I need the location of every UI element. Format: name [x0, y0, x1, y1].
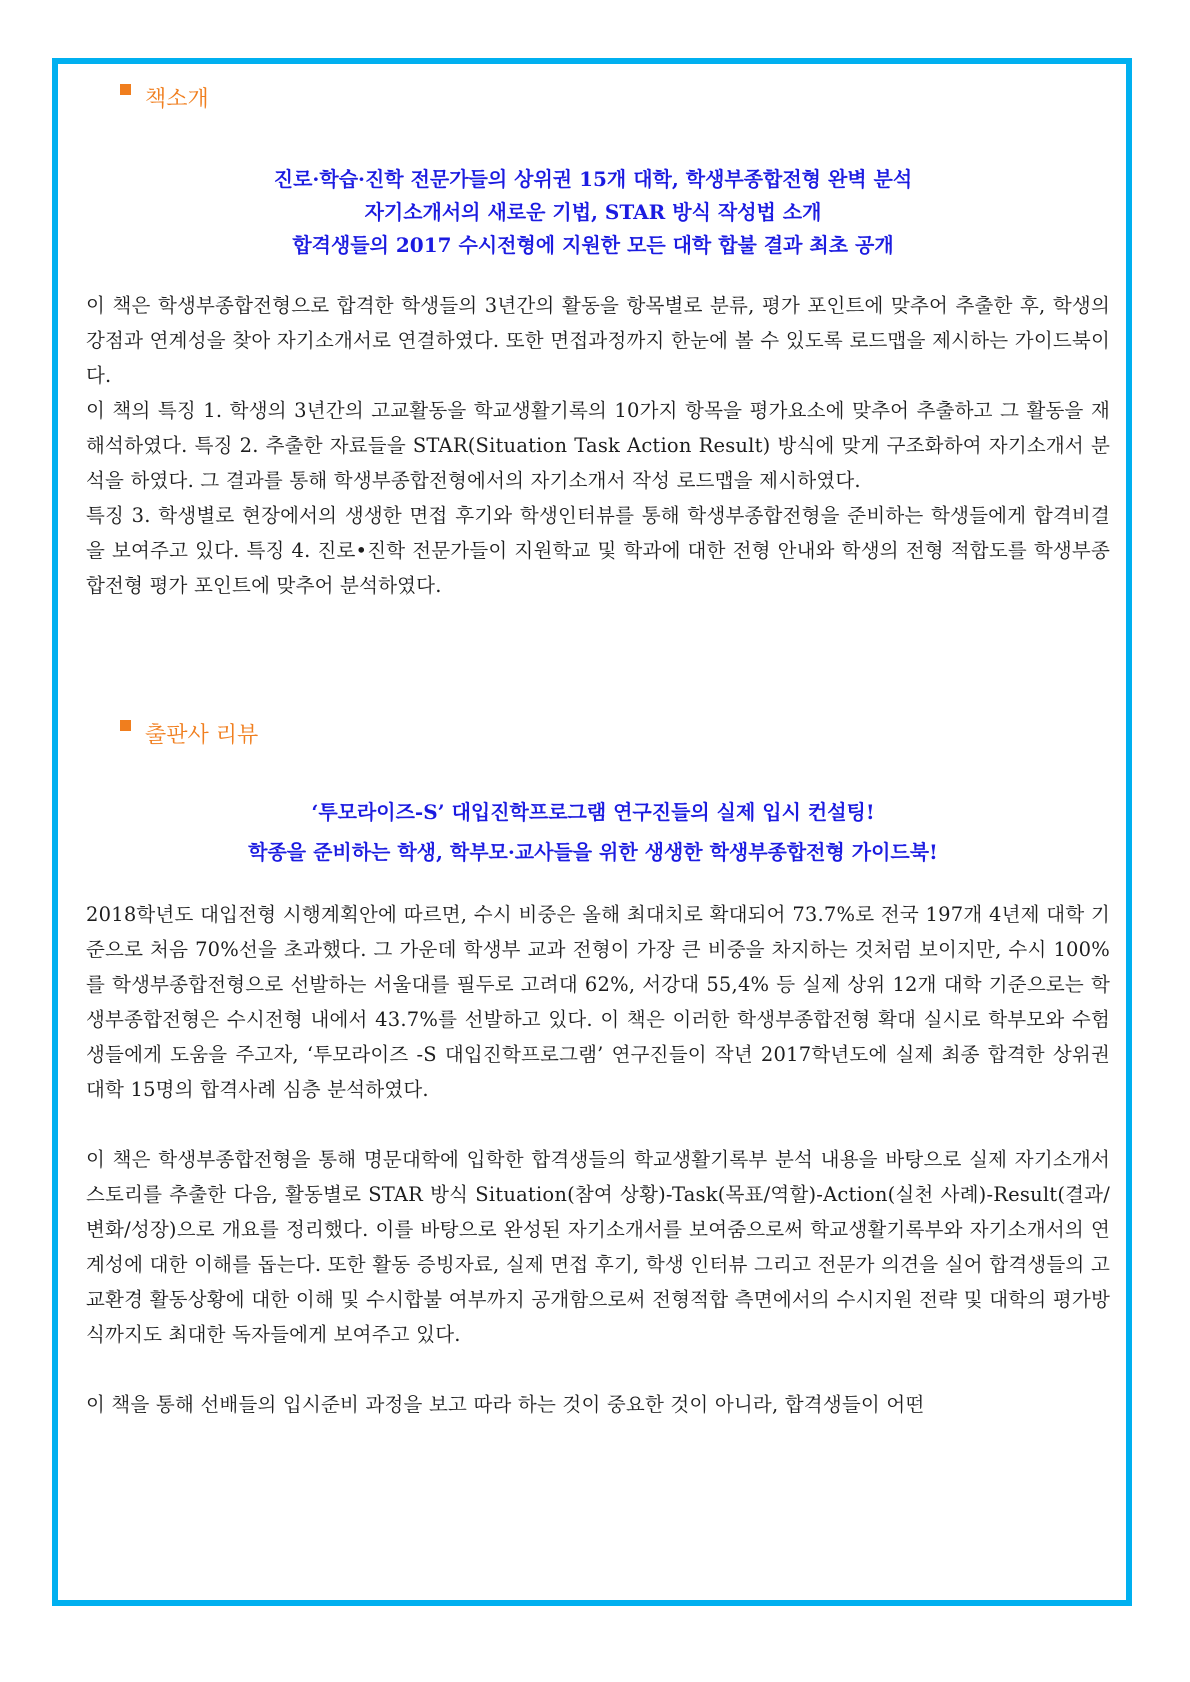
section-heading-book-intro	[120, 82, 209, 113]
paragraph: 이 책은 학생부종합전형을 통해 명문대학에 입학한 합격생들의 학교생활기록부 분석 내용을 바탕으로 실제 자기소개서 스토리를 추출한 다음, 활동별로 STAR 방식 Situation(참여 상황)-Task(목표/역할)-Action(실천 사례)-Result(결과/변화/성장)으로 개요를 정리했다. 이를 바탕으로 완성된 자기소개서를 보여줌으로써 학교생활기록부와 자기소개서의 연계성에 대한 이해를 돕는다. 또한 활동 증빙자료, 실제 면접 후기, 학생 인터뷰 그리고 전문가 의견을 실어 합격생들의 고교환경 활동상황에 대한 이해 및 수시합불 여부까지 공개함으로써 전형적합 측면에서의 수시지원 전략 및 대학의 평가방식까지도 최대한 독자들에게 보여주고 있다.	[86, 1148, 1110, 1346]
review-body	[86, 897, 1110, 1422]
headline: 자기소개서의 새로운 기법, STAR 방식 작성법 소개	[364, 200, 822, 224]
paragraph: 이 책을 통해 선배들의 입시준비 과정을 보고 따라 하는 것이 중요한 것이 아니라, 합격생들이 어떤	[86, 1393, 925, 1416]
paragraph: 이 책은 학생부종합전형으로 합격한 학생들의 3년간의 활동을 항목별로 분류, 평가 포인트에 맞추어 추출한 후, 학생의 강점과 연계성을 찾아 자기소개서로 연결하였다. 또한 면접과정까지 한눈에 볼 수 있도록 로드맵을 제시하는 가이드북이다.	[86, 294, 1110, 387]
headline: 진로·학습·진학 전문가들의 상위권 15개 대학, 학생부종합전형 완벽 분석	[273, 167, 913, 191]
paragraph: 특징 3. 학생별로 현장에서의 생생한 면접 후기와 학생인터뷰를 통해 학생부종합전형을 준비하는 학생들에게 합격비결을 보여주고 있다. 특징 4. 진로•진학 전문가들이 지원학교 및 학과에 대한 전형 안내와 학생의 전형 적합도를 학생부종합전형 평가 포인트에 맞추어 분석하였다.	[86, 504, 1110, 597]
section-title: 출판사 리뷰	[145, 723, 259, 748]
paragraph: 2018학년도 대입전형 시행계획안에 따르면, 수시 비중은 올해 최대치로 확대되어 73.7%로 전국 197개 4년제 대학 기준으로 처음 70%선을 초과했다. 그 가운데 학생부 교과 전형이 가장 큰 비중을 차지하는 것처럼 보이지만, 수시 100%를 학생부종합전형으로 선발하는 서울대를 필두로 고려대 62%, 서강대 55,4% 등 실제 상위 12개 대학 기준으로는 학생부종합전형은 수시전형 내에서 43.7%를 선발하고 있다. 이 책은 이러한 학생부종합전형 확대 실시로 학부모와 수험생들에게 도움을 주고자, ‘투모라이즈 -S 대입진학프로그램’ 연구진들이 작년 2017학년도에 실제 최종 합격한 상위권 대학 15명의 합격사례 심층 분석하였다.	[86, 903, 1110, 1101]
paragraph: 이 책의 특징 1. 학생의 3년간의 고교활동을 학교생활기록의 10가지 항목을 평가요소에 맞추어 추출하고 그 활동을 재해석하였다. 특징 2. 추출한 자료들을 STAR(Situation Task Action Result) 방식에 맞게 구조화하여 자기소개서 분석을 하였다. 그 결과를 통해 학생부종합전형에서의 자기소개서 작성 로드맵을 제시하였다.	[86, 399, 1110, 492]
headline: 합격생들의 2017 수시전형에 지원한 모든 대학 합불 결과 최초 공개	[292, 233, 894, 257]
section-title: 책소개	[145, 87, 209, 112]
headline: 학종을 준비하는 학생, 학부모·교사들을 위한 생생한 학생부종합전형 가이드북!	[248, 840, 938, 864]
headline: ‘투모라이즈-S’ 대입진학프로그램 연구진들의 실제 입시 컨설팅!	[311, 800, 875, 824]
section-heading-publisher-review	[120, 718, 258, 749]
intro-body	[86, 288, 1110, 603]
square-bullet-icon	[120, 84, 131, 95]
intro-headlines	[88, 163, 1098, 262]
square-bullet-icon	[120, 720, 131, 731]
review-headlines	[88, 792, 1098, 872]
